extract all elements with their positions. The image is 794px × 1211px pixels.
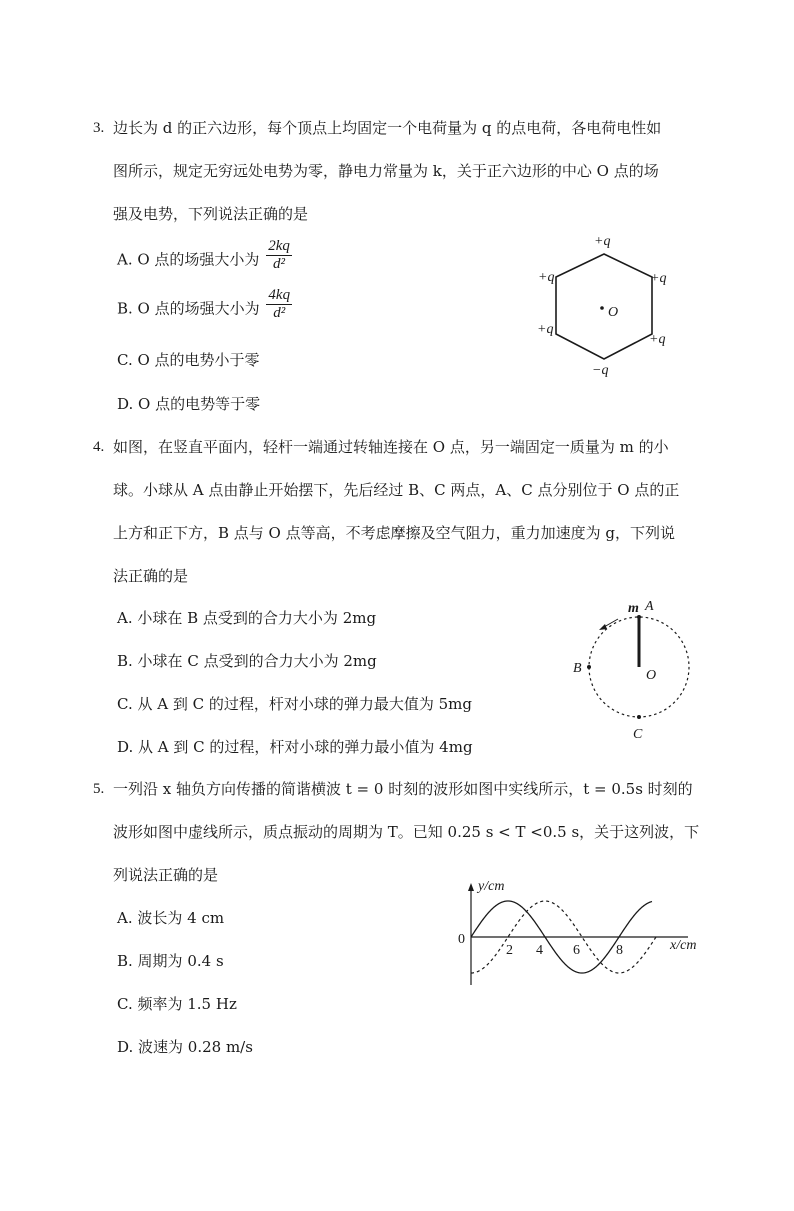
q3-option-b-text: B. O 点的场强大小为	[117, 299, 260, 318]
q3-option-b-numerator: 4kq	[268, 287, 291, 303]
q3-stem-line1: 边长为 d 的正六边形，每个顶点上均固定一个电荷量为 q 的点电荷，各电荷电性如	[113, 119, 662, 137]
q4-option-d: D. 从 A 到 C 的过程，杆对小球的弹力最小值为 4mg	[117, 738, 473, 756]
hex-label-lower-right: +q	[649, 332, 666, 347]
swing-arrow-head	[599, 624, 607, 630]
q4-stem-line1: 如图，在竖直平面内，轻杆一端通过转轴连接在 O 点，另一端固定一质量为 m 的小	[113, 438, 669, 456]
q3-number: 3.	[93, 120, 105, 136]
q3-option-c: C. O 点的电势小于零	[117, 351, 260, 369]
label-c: C	[633, 727, 643, 742]
q3-option-b-denominator: d²	[273, 305, 286, 321]
hexagon-shape	[556, 254, 652, 359]
q4-number: 4.	[93, 439, 105, 455]
q5-option-a: A. 波长为 4 cm	[117, 909, 225, 927]
q5-option-d: D. 波速为 0.28 m/s	[117, 1038, 253, 1056]
q5-number: 5.	[93, 781, 105, 797]
y-axis-arrow	[468, 883, 474, 891]
point-c	[637, 715, 641, 719]
label-o: O	[646, 668, 657, 683]
tick-4: 4	[536, 943, 543, 958]
x-axis-label: x/cm	[670, 938, 697, 953]
q4-stem-line4: 法正确的是	[113, 567, 189, 585]
label-m: m	[628, 601, 639, 616]
q4-stem-line3: 上方和正下方，B 点与 O 点等高，不考虑摩擦及空气阻力，重力加速度为 g，下列说	[113, 524, 675, 542]
hex-label-top: +q	[594, 234, 611, 249]
y-axis-label: y/cm	[478, 879, 505, 894]
hex-label-bottom: −q	[592, 363, 609, 378]
q4-stem-line2: 球。小球从 A 点由静止开始摆下，先后经过 B、C 两点，A、C 点分别位于 O 点的正	[113, 481, 680, 499]
q4-option-a: A. 小球在 B 点受到的合力大小为 2mg	[117, 609, 377, 627]
q5-option-c: C. 频率为 1.5 Hz	[117, 995, 237, 1013]
hex-label-center: O	[608, 305, 619, 320]
q3-option-d: D. O 点的电势等于零	[117, 395, 261, 413]
q3-option-a-denominator: d²	[273, 256, 286, 272]
q5-stem-line1: 一列沿 x 轴负方向传播的简谐横波 t = 0 时刻的波形如图中实线所示，t = 0.5s 时刻的	[113, 780, 693, 798]
hex-label-lower-left: +q	[537, 322, 554, 337]
q5-option-b: B. 周期为 0.4 s	[117, 952, 224, 970]
q3-stem-line3: 强及电势，下列说法正确的是	[113, 205, 309, 223]
center-point	[600, 306, 604, 310]
hex-label-upper-right: +q	[650, 271, 667, 286]
tick-6: 6	[573, 943, 580, 958]
q3-stem-line2: 图所示，规定无穷远处电势为零，静电力常量为 k，关于正六边形的中心 O 点的场	[113, 162, 659, 180]
q3-option-a-fraction	[266, 238, 292, 273]
origin-label: 0	[458, 932, 465, 947]
point-b	[587, 665, 591, 669]
q3-option-a-text: A. O 点的场强大小为	[117, 250, 260, 269]
tick-8: 8	[616, 943, 623, 958]
q5-stem-line3: 列说法正确的是	[113, 866, 219, 884]
q5-wave-graph	[452, 877, 702, 992]
q4-rod-figure	[566, 595, 706, 745]
hex-label-upper-left: +q	[538, 270, 555, 285]
q3-option-a-numerator: 2kq	[268, 238, 290, 254]
label-b: B	[573, 661, 582, 676]
q3-option-b-fraction	[266, 287, 292, 322]
q5-stem-line2: 波形如图中虚线所示，质点振动的周期为 T。已知 0.25 s < T <0.5 s，关于这列波，下	[113, 823, 700, 841]
q3-option-b	[117, 287, 292, 322]
tick-2: 2	[506, 943, 513, 958]
q3-option-a	[117, 238, 292, 273]
label-a: A	[645, 599, 654, 614]
q4-option-b: B. 小球在 C 点受到的合力大小为 2mg	[117, 652, 377, 670]
q3-hexagon-figure	[530, 228, 690, 378]
q4-option-c: C. 从 A 到 C 的过程，杆对小球的弹力最大值为 5mg	[117, 695, 472, 713]
